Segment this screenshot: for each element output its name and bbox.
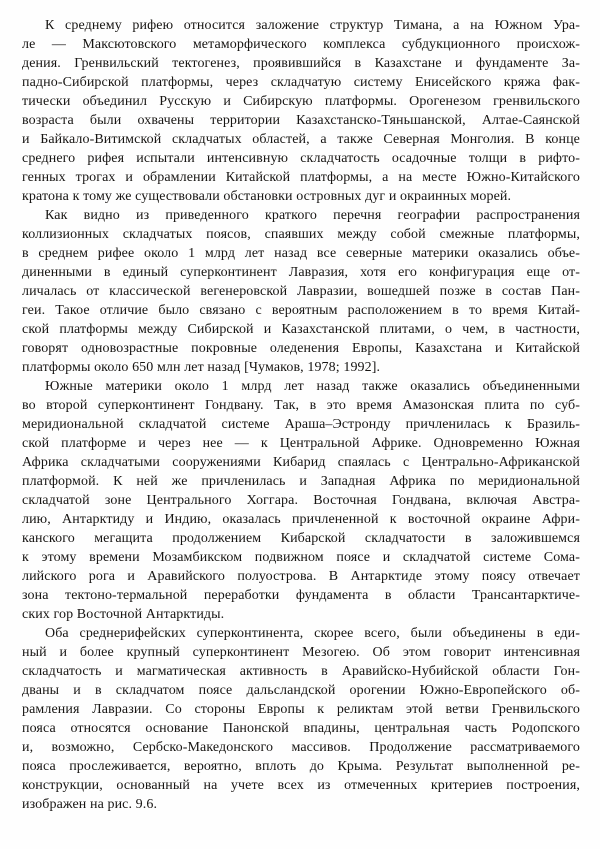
text-line: конструкции, основанный на учете всех из отмеченных критериев построения, — [22, 778, 580, 793]
paragraph — [22, 206, 580, 377]
text-line: среднего рифея испытали интенсивную складчатость осадочные толщи в рифто- — [22, 151, 580, 166]
text-line: изображен на рис. 9.6. — [22, 797, 158, 812]
paragraph — [22, 377, 580, 624]
text-line: и Байкало-Витимской складчатых областей, а также Северная Монголия. В конце — [22, 132, 580, 147]
text-line: платформы около 650 млн лет назад [Чумаков, 1978; 1992]. — [22, 360, 381, 375]
text-line: дваны и в складчатом поясе дальсландской орогении Южно-Европейского об- — [22, 683, 580, 698]
text-line: Оба среднерифейских суперконтинента, скорее всего, были объединены в еди- — [45, 626, 580, 641]
text-line: Как видно из приведенного краткого перечня географии распространения — [45, 208, 580, 223]
text-line: ских гор Восточной Антарктиды. — [22, 607, 225, 622]
text-line: к этому времени Мозамбикском подвижном поясе и складчатой системе Сома- — [22, 550, 580, 565]
text-line: ской платформе и через нее — к Центральной Африке. Одновременно Южная — [22, 436, 580, 451]
text-line: Африка складчатыми сооружениями Кибарид спаялась с Центрально-Африканской — [22, 455, 580, 470]
text-line: возраста были охвачены территории Казахстанско-Тяньшанской, Алтае-Саянской — [22, 113, 580, 128]
text-line: канского мегащита продолжением Кибарской складчатости в заложившемся — [22, 531, 580, 546]
text-line: складчатой зоне Центрального Хоггара. Восточная Гондвана, включая Австра- — [22, 493, 580, 508]
text-line: генных трогах и обрамлении Китайской платформы, а на месте Южно-Китайского — [22, 170, 580, 185]
body-text — [22, 16, 580, 814]
text-line: тически объединил Русскую и Сибирскую платформы. Орогенезом гренвильского — [22, 94, 580, 109]
paragraph — [22, 16, 580, 206]
text-line: платформой. К ней же причленилась и Западная Африка по меридиональной — [22, 474, 580, 489]
text-line: меридиональной складчатой системе Араша–Эстронду причленилась к Бразиль- — [22, 417, 580, 432]
text-line: ле — Максютовского метаморфического комплекса субдукционного происхож- — [22, 37, 580, 52]
text-line: говорят одновозрастные покровные оледенения Европы, Казахстана и Китайской — [22, 341, 580, 356]
text-line: лийского рога и Аравийского полуострова. В Антарктиде этому поясу отвечает — [22, 569, 580, 584]
text-line: коллизионных складчатых поясов, спаявших между собой смежные платформы, — [22, 227, 580, 242]
text-line: во второй суперконтинент Гондвану. Так, в это время Амазонская плита по суб- — [22, 398, 580, 413]
text-line: и, возможно, Сербско-Македонского массивов. Продолжение рассматриваемого — [22, 740, 580, 755]
text-line: складчатость и магматическая активность в Аравийско-Нубийской области Гон- — [22, 664, 580, 679]
paragraph — [22, 624, 580, 814]
text-line: личалась от классической вегенеровской Лавразии, вошедшей позже в состав Пан- — [22, 284, 580, 299]
text-line: падно-Сибирской платформы, через складчатую систему Енисейского кряжа фак- — [22, 75, 580, 90]
text-line: ской платформы между Сибирской и Казахстанской плитами, о чем, в частности, — [22, 322, 580, 337]
text-line: пояса относятся основание Панонской впадины, центральная часть Родопского — [22, 721, 580, 736]
text-line: кратона к тому же существовали обстановки островных дуг и окраинных морей. — [22, 189, 512, 204]
text-line: в среднем рифее около 1 млрд лет назад все северные материки оказались объе- — [22, 246, 580, 261]
text-line: К среднему рифею относится заложение структур Тимана, а на Южном Ура- — [45, 18, 580, 33]
text-line: дения. Гренвильский тектогенез, проявившийся в Казахстане и фундаменте За- — [22, 56, 580, 71]
text-line: ный и более крупный суперконтинент Мезогею. Об этом говорит интенсивная — [22, 645, 580, 660]
text-line: пояса прослеживается, вероятно, вплоть до Крыма. Результат выполненной ре- — [22, 759, 580, 774]
text-line: зона тектоно-термальной переработки фундамента в области Трансантарктиче- — [22, 588, 580, 603]
text-line: Южные материки около 1 млрд лет назад также оказались объединенными — [45, 379, 580, 394]
text-line: лию, Антарктиду и Индию, оказалась причлененной к восточной окраине Афри- — [22, 512, 580, 527]
text-line: геи. Такое отличие было связано с вероятным расположением в то время Китай- — [22, 303, 580, 318]
text-line: рамления Лавразии. Со стороны Европы к реликтам этой ветви Гренвильского — [22, 702, 580, 717]
text-line: диненными в единый суперконтинент Лавразия, хотя его конфигурация еще от- — [22, 265, 580, 280]
